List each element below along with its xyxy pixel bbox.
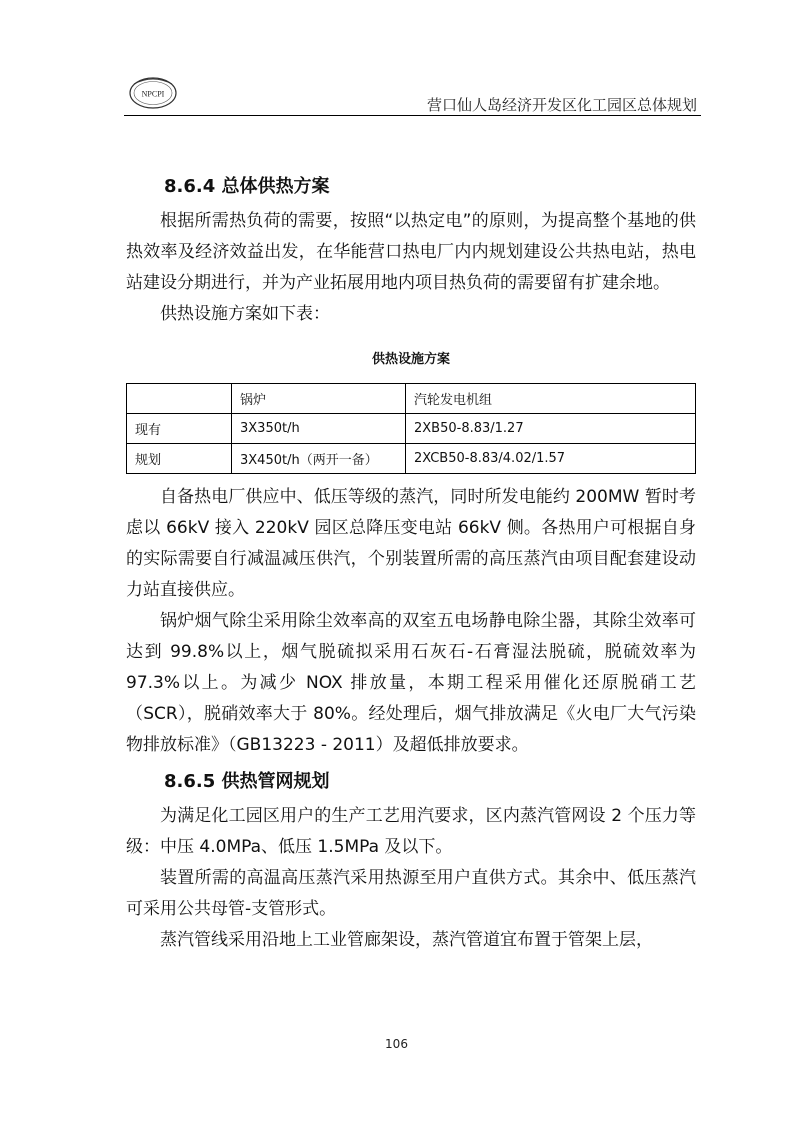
table-row: [127, 444, 696, 474]
table-cell: 2XCB50-8.83/4.02/1.57: [406, 444, 696, 474]
table-cell: 现有: [127, 414, 232, 444]
table-header-cell: 锅炉: [232, 384, 406, 414]
table-cell: 3X350t/h: [232, 414, 406, 444]
logo-text: NPCPI: [141, 89, 165, 99]
paragraph: 根据所需热负荷的需要，按照“以热定电”的原则，为提高整个基地的供热效率及经济效益出发，在华能营口热电厂内内规划建设公共热电站，热电站建设分期进行，并为产业拓展用地内项目热负荷的需要留有扩建余地。: [126, 211, 696, 293]
table-header-cell: [127, 384, 232, 414]
page-number: 106: [385, 1037, 408, 1051]
paragraph: 装置所需的高温高压蒸汽采用热源至用户直供方式。其余中、低压蒸汽可采用公共母管-支管形式。: [126, 868, 696, 919]
paragraph: 锅炉烟气除尘采用除尘效率高的双室五电场静电除尘器，其除尘效率可达到 99.8%以上，烟气脱硫拟采用石灰石-石膏湿法脱硫，脱硫效率为 97.3%以上。为减少 NOX 排放量，本期工程采用催化还原脱硝工艺（SCR），脱硝效率大于 80%。经处理后，烟气排放满足《火电厂大气污染物排放标准》（GB13223 - 2011）及超低排放要求。: [126, 611, 696, 755]
heating-facility-table: [126, 383, 696, 474]
table-cell: 2XB50-8.83/1.27: [406, 414, 696, 444]
section-heading-865: 8.6.5 供热管网规划: [164, 771, 330, 792]
page-content: [126, 172, 696, 956]
paragraph: 自备热电厂供应中、低压等级的蒸汽，同时所发电能约 200MW 暂时考虑以 66kV 接入 220kV 园区总降压变电站 66kV 侧。各热用户可根据自身的实际需要自行减温减压供汽，个别装置所需的高压蒸汽由项目配套建设动力站直接供应。: [126, 487, 696, 600]
paragraph: 为满足化工园区用户的生产工艺用汽要求，区内蒸汽管网设 2 个压力等级：中压 4.0MPa、低压 1.5MPa 及以下。: [126, 806, 696, 857]
table-header-row: [127, 384, 696, 414]
paragraph: 蒸汽管线采用沿地上工业管廊架设，蒸汽管道宜布置于管架上层，: [160, 930, 653, 950]
table-row: [127, 414, 696, 444]
table-cell: 规划: [127, 444, 232, 474]
logo-icon: [128, 76, 178, 110]
table-header-cell: 汽轮发电机组: [406, 384, 696, 414]
table-cell: 3X450t/h（两开一备）: [232, 444, 406, 474]
header-title: 营口仙人岛经济开发区化工园区总体规划: [426, 96, 697, 114]
table-caption: 供热设施方案: [371, 352, 450, 367]
header-divider: [124, 115, 701, 116]
section-heading-864: 8.6.4 总体供热方案: [164, 176, 330, 197]
paragraph: 供热设施方案如下表：: [160, 304, 330, 324]
